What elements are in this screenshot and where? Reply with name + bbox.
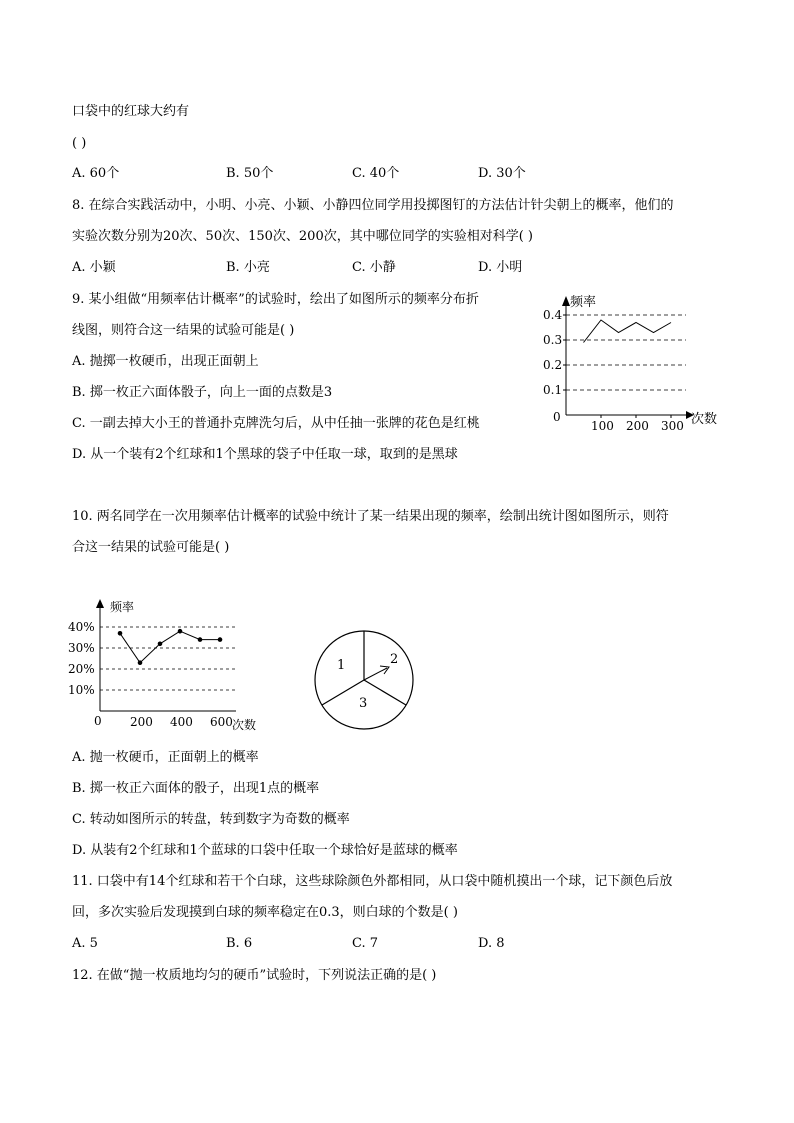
q8-option-d: D. 小明 [478, 260, 523, 275]
q7-option-d: D. 30个 [478, 166, 526, 181]
q7-paren: ( ) [72, 136, 87, 151]
spinner-sector-label: 3 [359, 696, 368, 711]
q11-line2: 回，多次实验后发现摸到白球的频率稳定在0.3，则白球的个数是( ) [72, 905, 458, 920]
q7-option-a: A. 60个 [72, 166, 120, 181]
x-axis-label: 次数 [232, 718, 257, 732]
y-tick-label: 0.1 [543, 383, 563, 397]
q9-line2: 线图，则符合这一结果的试验可能是( ) [72, 323, 295, 338]
spinner-sector-label: 2 [390, 652, 399, 667]
y-tick-label: 0.4 [543, 308, 563, 322]
q7-option-c: C. 40个 [352, 166, 400, 181]
origin-label: 0 [94, 714, 102, 728]
data-point [138, 660, 143, 665]
q11-option-d: D. 8 [478, 936, 505, 951]
y-tick-label: 30% [68, 641, 95, 655]
y-tick-label: 0.2 [543, 358, 563, 372]
spinner-divider [364, 680, 406, 705]
q11-line1: 11. 口袋中有14个红球和若干个白球，这些球除颜色外都相同，从口袋中随机摸出一个球，记下颜色后放 [72, 874, 673, 889]
q7-option-b: B. 50个 [226, 166, 274, 181]
spinner-diagram [308, 622, 428, 742]
q10-option-b: B. 掷一枚正六面体的骰子，出现1点的概率 [72, 781, 320, 796]
origin-label: 0 [553, 410, 561, 424]
data-point [118, 631, 123, 636]
q8-line1: 8. 在综合实践活动中，小明、小亮、小颖、小静四位同学用投掷图钉的方法估计针尖朝上的概率，他们的 [72, 198, 674, 213]
q10-option-a: A. 抛一枚硬币，正面朝上的概率 [72, 750, 259, 765]
data-point [198, 637, 203, 642]
q10-option-d: D. 从装有2个红球和1个蓝球的口袋中任取一个球恰好是蓝球的概率 [72, 843, 458, 858]
y-tick-label: 20% [68, 662, 95, 676]
q9-option-d: D. 从一个装有2个红球和1个黑球的袋子中任取一球，取到的是黑球 [72, 447, 458, 462]
q11-option-c: C. 7 [352, 936, 379, 951]
series-line [120, 631, 220, 663]
q8-option-b: B. 小亮 [226, 260, 270, 275]
q9-option-c: C. 一副去掉大小王的普通扑克牌洗匀后，从中任抽一张牌的花色是红桃 [72, 416, 480, 431]
q10-line2: 合这一结果的试验可能是( ) [72, 540, 230, 555]
y-tick-label: 40% [68, 620, 95, 634]
q9-option-a: A. 抛掷一枚硬币，出现正面朝上 [72, 354, 259, 369]
x-tick-label: 300 [661, 419, 684, 433]
data-point [158, 642, 163, 647]
y-axis-label: 频率 [570, 295, 597, 310]
spinner-pointer [364, 668, 387, 680]
x-tick-label: 400 [170, 715, 193, 729]
q7-text: 口袋中的红球大约有 [72, 104, 190, 119]
q8-option-c: C. 小静 [352, 260, 396, 275]
data-point [218, 637, 223, 642]
q8-option-a: A. 小颖 [72, 260, 116, 275]
y-axis-arrow [562, 296, 570, 306]
spinner-sector-label: 1 [337, 658, 346, 673]
arrow-icon [380, 666, 389, 674]
q10-line1: 10. 两名同学在一次用频率估计概率的试验中统计了某一结果出现的频率，绘制出统计图如图所示，则符 [72, 509, 669, 524]
x-tick-label: 200 [626, 419, 649, 433]
q12-line1: 12. 在做“抛一枚质地均匀的硬币”试验时，下列说法正确的是( ) [72, 968, 437, 983]
q8-line2: 实验次数分别为20次、50次、150次、200次，其中哪位同学的实验相对科学( ) [72, 229, 533, 244]
y-axis-arrow [96, 599, 104, 608]
q11-option-a: A. 5 [72, 936, 98, 951]
series-line [584, 320, 672, 343]
q9-line1: 9. 某小组做“用频率估计概率”的试验时，绘出了如图所示的频率分布折 [72, 292, 479, 307]
q11-option-b: B. 6 [226, 936, 253, 951]
y-tick-label: 10% [68, 683, 95, 697]
q9-frequency-line-chart [536, 290, 726, 440]
x-axis-label: 次数 [691, 412, 718, 427]
q10-option-c: C. 转动如图所示的转盘，转到数字为奇数的概率 [72, 812, 350, 827]
x-tick-label: 100 [591, 419, 614, 433]
x-tick-label: 600 [210, 715, 233, 729]
data-point [178, 629, 183, 634]
q9-option-b: B. 掷一枚正六面体骰子，向上一面的点数是3 [72, 385, 333, 400]
x-tick-label: 200 [130, 715, 153, 729]
y-tick-label: 0.3 [543, 333, 563, 347]
spinner-divider [322, 680, 364, 705]
q10-frequency-line-chart [66, 596, 276, 736]
y-axis-label: 频率 [110, 600, 135, 614]
